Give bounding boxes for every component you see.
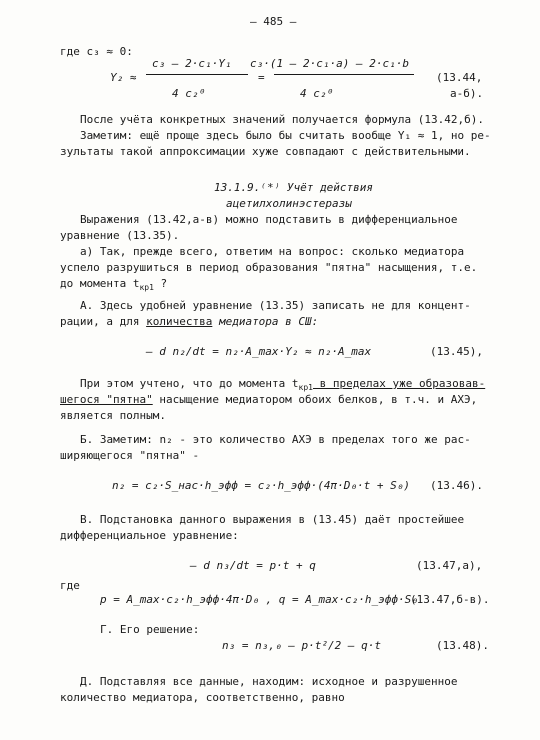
eq48-tag: (13.48).	[436, 639, 489, 652]
equation-13-47a: – d n₃/dt = p·t + q	[190, 559, 316, 572]
eq44-frac2-line	[274, 74, 414, 75]
eq44-tag-1: (13.44,	[436, 71, 483, 84]
para3-line2-b: насыщение медиатором обоих белков, в т.ч. и АХЭ,	[152, 393, 478, 406]
para-A-line2-a: рации, а для	[60, 315, 147, 328]
para-A-line2	[60, 314, 318, 329]
para3-line3: является полным.	[60, 409, 166, 422]
eq45-tag: (13.45),	[430, 345, 483, 358]
eq44-den1: 4 c₂⁰	[172, 87, 206, 100]
para1-line1: После учёта конкретных значений получается формула (13.42,б).	[80, 113, 484, 126]
para-a-line3-sub: кр1	[139, 283, 154, 292]
eq47b-tag: (13.47,б-в).	[410, 593, 490, 606]
para-V-line1: В. Подстановка данного выражения в (13.45) даёт простейшее	[80, 513, 465, 526]
para-B-line2: ширяющегося "пятна" -	[60, 449, 200, 462]
eq44-equals: =	[258, 71, 265, 84]
para3-line1-sub: кр1	[298, 383, 313, 392]
para1-line2: Заметим: ещё проще здесь было бы считать вообще Y₁ ≈ 1, но ре-	[80, 129, 491, 142]
where2-text: где	[60, 579, 80, 592]
section-heading-line2: ацетилхолинэстеразы	[226, 197, 352, 210]
para3-line2-underlined: шегося "пятна"	[60, 393, 153, 406]
para2-line1: Выражения (13.42,а-в) можно подставить в дифференциальное	[80, 213, 458, 226]
eq47a-tag: (13.47,а),	[416, 559, 483, 572]
where-c3-text: где c₃ ≈ 0:	[60, 45, 133, 58]
para-a-line3-text: до момента t	[60, 277, 140, 290]
para-B-line1: Б. Заметим: n₂ - это количество АХЭ в пределах того же рас-	[80, 433, 471, 446]
para-V-line2: дифференциальное уравнение:	[60, 529, 239, 542]
section-heading-line1: 13.1.9.⁽*⁾ Учёт действия	[214, 181, 373, 194]
equation-13-46: n₂ = c₂·S_нас·h_эфф = c₂·h_эфф·(4π·D₀·t + S₀)	[112, 479, 411, 492]
eq44-num2: c₃·(1 – 2·c₁·a) – 2·c₁·b	[250, 57, 409, 70]
para3-line1-underlined: в пределах уже образовав-	[313, 377, 486, 390]
para1-line3: зультаты такой аппроксимации хуже совпадают с действительными.	[60, 145, 471, 158]
para-a-line1: а) Так, прежде всего, ответим на вопрос: сколько медиатора	[80, 245, 465, 258]
para3-line2	[60, 392, 477, 407]
para-a-line3-end: ?	[153, 277, 168, 290]
eq44-lhs: Y₂ ≈	[110, 71, 137, 84]
para-a-line3	[60, 276, 167, 295]
para3-line1-a: При этом учтено, что до момента t	[80, 377, 299, 390]
eq44-frac1-line	[146, 74, 248, 75]
equation-13-45: – d n₂/dt = n₂·A_max·Y₂ ≈ n₂·A_max	[146, 345, 372, 358]
equation-13-47b: p = A_max·c₂·h_эфф·4π·D₀ , q = A_max·c₂·h_эфф·S₀	[100, 593, 418, 606]
eq46-tag: (13.46).	[430, 479, 483, 492]
eq44-den2: 4 c₂⁰	[300, 87, 334, 100]
page-number: – 485 –	[250, 15, 297, 28]
eq44-num1: c₃ – 2·c₁·Y₁	[152, 57, 232, 70]
equation-13-48: n₃ = n₃,₀ – p·t²/2 – q·t	[222, 639, 381, 652]
para-a-line2: успело разрушиться в период образования "пятна" насыщения, т.е.	[60, 261, 478, 274]
para-A-line2-underlined: количества	[146, 315, 213, 328]
para-A-line1: А. Здесь удобней уравнение (13.35) записать не для концент-	[80, 299, 471, 312]
para-A-line2-c: медиатора в СШ:	[212, 315, 319, 328]
eq44-tag-2: а-б).	[450, 87, 484, 100]
para2-line2: уравнение (13.35).	[60, 229, 180, 242]
para-D-line2: количество медиатора, соответственно, равно	[60, 691, 345, 704]
para-G: Г. Его решение:	[100, 623, 200, 636]
para-D-line1: Д. Подставляя все данные, находим: исходное и разрушенное	[80, 675, 458, 688]
